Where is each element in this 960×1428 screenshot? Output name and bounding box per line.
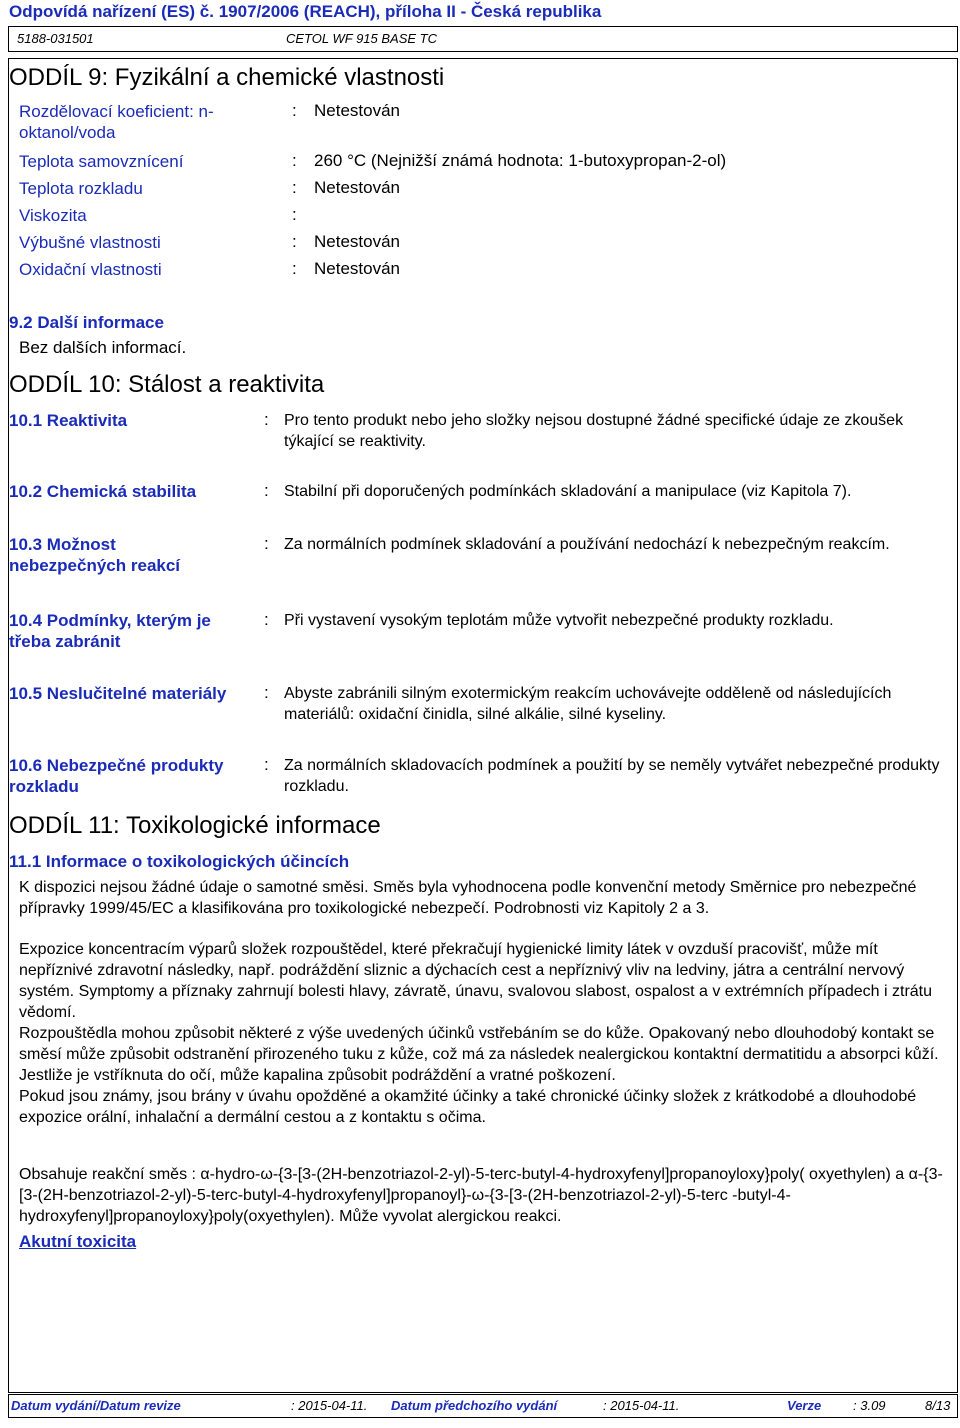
property-label-autoignition: Teplota samovznícení bbox=[19, 152, 184, 171]
toxicology-text-line: Rozpouštědla mohou způsobit některé z výše uvedených účinků vstřebáním se do kůže. Opakovaný nebo dlouhodobý kontakt se směsí může způsobit odstranění přirozeného tuku z kůže, což má za následek nealergickou kontaktní dermatitidu a absorpci kůží. bbox=[19, 1025, 939, 1063]
incompatible-materials-text: Abyste zabránili silným exotermickým reakcím uchovávejte odděleně od následujících materiálů: oxidační činidla, silné alkálie, silné kyseliny. bbox=[284, 685, 892, 723]
property-label-viscosity: Viskozita bbox=[19, 206, 87, 225]
previous-issue-label: Datum předchozího vydání bbox=[391, 1398, 558, 1413]
hazardous-reactions-label: 10.3 Možnost nebezpečných reakcí bbox=[9, 535, 181, 575]
property-value-decomposition: Netestován bbox=[314, 178, 400, 197]
decomposition-products-label: 10.6 Nebezpečné produkty rozkladu bbox=[9, 756, 224, 796]
version-value: : 3.09 bbox=[853, 1398, 886, 1413]
hazardous-reactions-text: Za normálních podmínek skladování a používání nedochází k nebezpečným reakcím. bbox=[284, 536, 890, 553]
subsection-11-1-title: 11.1 Informace o toxikologických účincích bbox=[9, 852, 350, 871]
item-colon: : bbox=[264, 481, 269, 500]
acute-toxicity-link[interactable]: Akutní toxicita bbox=[19, 1232, 137, 1251]
property-label-explosive: Výbušné vlastnosti bbox=[19, 233, 161, 252]
chemical-stability-text: Stabilní při doporučených podmínkách skladování a manipulace (viz Kapitola 7). bbox=[284, 483, 852, 500]
property-colon: : bbox=[292, 151, 297, 170]
toxicology-text-line: Expozice koncentracím výparů složek rozpouštědel, které překračují hygienické limity látek v ovzduší pracovišť, může mít nepříznivé zdravotní následky, např. podráždění sliznic a dýchacích cest a nepříznivý vliv na ledviny, játra a centrální nervový systém. Symptomy a příznaky zahrnují bolesti hlavy, závratě, únavu, svalovou slabost, ospalost a v extrémních případech i ztrátu vědomí. bbox=[19, 941, 933, 1021]
property-colon: : bbox=[292, 259, 297, 278]
item-colon: : bbox=[264, 755, 269, 774]
property-value-autoignition: 260 °C (Nejnižší známá hodnota: 1-butoxypropan-2-ol) bbox=[314, 151, 727, 170]
footer-bar bbox=[8, 1394, 958, 1418]
property-value-partition: Netestován bbox=[314, 101, 400, 120]
subsection-9-2-title: 9.2 Další informace bbox=[9, 313, 164, 332]
item-colon: : bbox=[264, 534, 269, 553]
chemical-stability-label: 10.2 Chemická stabilita bbox=[9, 482, 197, 501]
property-colon: : bbox=[292, 101, 297, 120]
item-colon: : bbox=[264, 610, 269, 629]
reactivity-label: 10.1 Reaktivita bbox=[9, 411, 128, 430]
section-10-title: ODDÍL 10: Stálost a reaktivita bbox=[9, 371, 325, 398]
toxicology-text-line: Pokud jsou známy, jsou brány v úvahu opožděné a okamžité účinky a také chronické účinky složek z krátkodobé a dlouhodobé expozice orální, inhalační a dermální cestou a z kontaktu s očima. bbox=[19, 1088, 917, 1126]
issue-date-value: : 2015-04-11. bbox=[291, 1398, 368, 1413]
item-colon: : bbox=[264, 410, 269, 429]
subsection-9-2-text: Bez dalších informací. bbox=[19, 338, 187, 357]
property-colon: : bbox=[292, 178, 297, 197]
version-label: Verze bbox=[787, 1398, 822, 1413]
reactivity-text: Pro tento produkt nebo jeho složky nejsou dostupné žádné specifické údaje ze zkoušek týkající se reaktivity. bbox=[284, 412, 904, 450]
item-colon: : bbox=[264, 683, 269, 702]
previous-issue-value: : 2015-04-11. bbox=[603, 1398, 680, 1413]
incompatible-materials-label: 10.5 Neslučitelné materiály bbox=[9, 684, 227, 703]
page-number: 8/13 bbox=[925, 1398, 951, 1413]
section-11-title: ODDÍL 11: Toxikologické informace bbox=[9, 812, 381, 839]
issue-date-label: Datum vydání/Datum revize bbox=[11, 1398, 181, 1413]
toxicology-text-line: Jestliže je vstříknuta do očí, může kapalina způsobit podráždění a vratné poškození. bbox=[19, 1067, 616, 1084]
product-code: 5188-031501 bbox=[17, 31, 94, 46]
property-label-partition: Rozdělovací koeficient: n-oktanol/voda bbox=[19, 102, 214, 142]
conditions-to-avoid-text: Při vystavení vysokým teplotám může vytvořit nebezpečné produkty rozkladu. bbox=[284, 612, 834, 629]
property-value-explosive: Netestován bbox=[314, 232, 400, 251]
product-header-bar bbox=[8, 26, 958, 52]
property-label-decomposition: Teplota rozkladu bbox=[19, 179, 143, 198]
regulation-title: Odpovídá nařízení (ES) č. 1907/2006 (REACH), příloha II - Česká republika bbox=[9, 2, 602, 21]
toxicology-paragraph-3: Obsahuje reakční směs : α-hydro-ω-{3-[3-(2H-benzotriazol-2-yl)-5-terc-butyl-4-hydroxyfenyl]propanoyloxy}poly( oxyethylen) a α-{3-[3-(2H-benzotriazol-2-yl)-5-terc-butyl-4-hydroxyfenyl]propanoyl}-ω-{3-[3-(2H-benzotriazol-2-yl)-5-terc -butyl-4-hydroxyfenyl]propanoyloxy}poly(oxyethylen). Může vyvolat alergickou reakci. bbox=[19, 1166, 943, 1225]
property-colon: : bbox=[292, 205, 297, 224]
toxicology-paragraph-2 bbox=[19, 939, 955, 1128]
product-name: CETOL WF 915 BASE TC bbox=[286, 31, 437, 46]
section-9-title: ODDÍL 9: Fyzikální a chemické vlastnosti bbox=[9, 64, 445, 91]
property-colon: : bbox=[292, 232, 297, 251]
conditions-to-avoid-label: 10.4 Podmínky, kterým je třeba zabránit bbox=[9, 611, 211, 651]
property-label-oxidising: Oxidační vlastnosti bbox=[19, 260, 162, 279]
toxicology-paragraph-1: K dispozici nejsou žádné údaje o samotné směsi. Směs byla vyhodnocena podle konvenční metody Směrnice pro nebezpečné přípravky 1999/45/EC a klasifikována pro toxikologické nebezpečí. Podrobnosti viz Kapitoly 2 a 3. bbox=[19, 879, 917, 917]
decomposition-products-text: Za normálních skladovacích podmínek a použití by se neměly vytvářet nebezpečné produkty rozkladu. bbox=[284, 757, 940, 795]
property-value-oxidising: Netestován bbox=[314, 259, 400, 278]
